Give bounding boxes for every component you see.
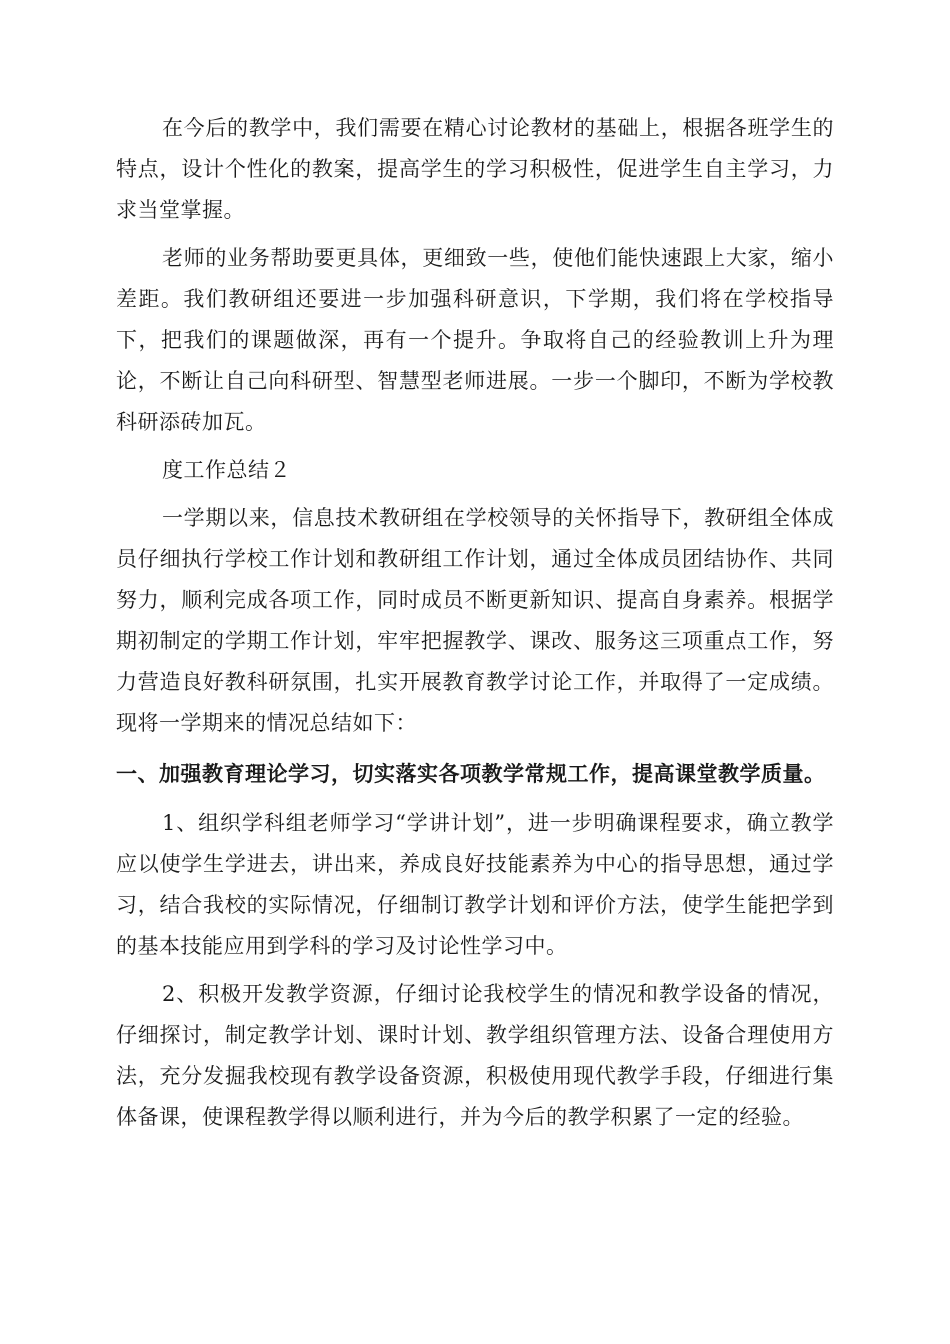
section-subtitle: 度工作总结２ [162, 458, 291, 482]
paragraph-teacher-support: 老师的业务帮助要更具体，更细致一些，使他们能快速跟上大家，缩小差距。我们教研组还要进一步加强科研意识，下学期，我们将在学校指导下，把我们的课题做深，再有一个提升。争取将自己的经验教训上升为理论，不断让自己向科研型、智慧型老师进展。一步一个脚印，不断为学校教科研添砖加瓦。 [116, 246, 834, 434]
paragraph-teaching-plan: 在今后的教学中，我们需要在精心讨论教材的基础上，根据各班学生的特点，设计个性化的教案，提高学生的学习积极性，促进学生自主学习，力求当堂掌握。 [116, 116, 834, 222]
paragraph-intro: 一学期以来，信息技术教研组在学校领导的关怀指导下，教研组全体成员仔细执行学校工作计划和教研组工作计划，通过全体成员团结协作、共同努力，顺利完成各项工作，同时成员不断更新知识、提高自身素养。根据学期初制定的学期工作计划，牢牢把握教学、课改、服务这三项重点工作，努力营造良好教科研氛围，扎实开展教育教学讨论工作，并取得了一定成绩。现将一学期来的情况总结如下： [116, 506, 834, 735]
list-item: 1、组织学科组老师学习“学讲计划”，进一步明确课程要求，确立教学应以使学生学进去，讲出来，养成良好技能素养为中心的指导思想，通过学习，结合我校的实际情况，仔细制订教学计划和评价方法，使学生能把学到的基本技能应用到学科的学习及讨论性学习中。 [116, 811, 834, 958]
document-body [116, 108, 834, 1145]
list-item: 2、积极开发教学资源，仔细讨论我校学生的情况和教学设备的情况，仔细探讨，制定教学计划、课时计划、教学组织管理方法、设备合理使用方法，充分发掘我校现有教学设备资源，积极使用现代教学手段，仔细进行集体备课，使课程教学得以顺利进行，并为今后的教学积累了一定的经验。 [116, 982, 834, 1129]
section-heading: 一、加强教育理论学习，切实落实各项教学常规工作，提高课堂教学质量。 [116, 762, 826, 786]
